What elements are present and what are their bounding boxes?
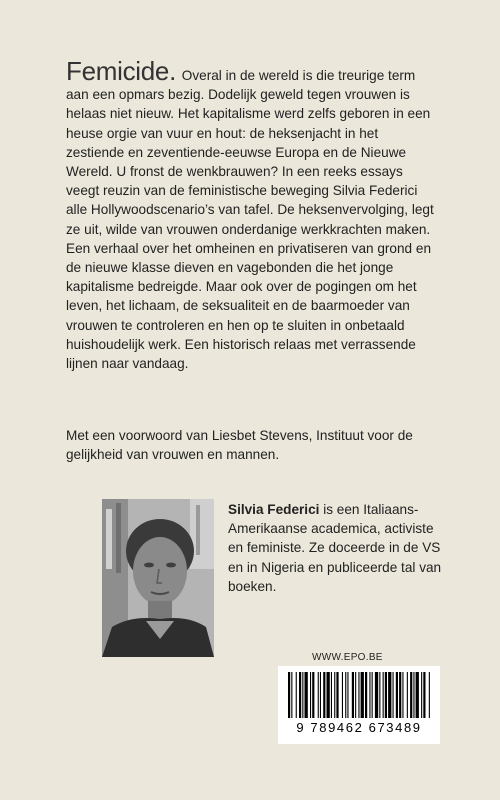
- isbn-number: 9 789462 673489: [296, 720, 422, 735]
- author-portrait: [102, 499, 214, 657]
- isbn-barcode: [278, 666, 440, 744]
- intro-paragraph: [66, 56, 438, 373]
- author-photo: [102, 499, 214, 657]
- book-title: Femicide.: [66, 56, 176, 86]
- author-bio-text: is een Italiaans-Amerikaanse academica, activiste en feministe. Ze doceerde in de VS en in Nigeria en publiceerde tal van boeken.: [228, 502, 442, 594]
- author-bio: [228, 500, 448, 596]
- author-name: Silvia Federici: [228, 502, 320, 517]
- barcode-bars: [286, 672, 432, 720]
- intro-text: Overal in de wereld is die treurige term aan een opmars bezig. Dodelijk geweld tegen vrouwen is helaas niet nieuw. Het kapitalisme werd zelfs geboren in een heuse orgie van vuur en hout: de heksenjacht in het zestiende en zeventiende-eeuwse Europa en de Nieuwe Wereld. U fronst de wenkbrauwen? In een reeks essays veegt reuzin van de feministische beweging Silvia Federici alle Hollywoodscenario’s van tafel. De heksenvervolging, legt ze uit, wilde van vrouwen onderdanige werkkrachten maken. Een verhaal over het omheinen en privatiseren van grond en de nieuwe klasse dieven en vagebonden die het jonge kapitalisme bedreigde. Maar ook over de pogingen om het leven, het lichaam, de seksualiteit en de baarmoeder van vrouwen te controleren en hen op te sluiten in onbetaald huishoudelijk werk. Een historisch relaas met verrassende lijnen naar vandaag.: [66, 68, 434, 372]
- publisher-url: WWW.EPO.BE: [312, 652, 383, 663]
- foreword-note: Met een voorwoord van Liesbet Stevens, Instituut voor de gelijkheid van vrouwen en mannen.: [66, 428, 413, 463]
